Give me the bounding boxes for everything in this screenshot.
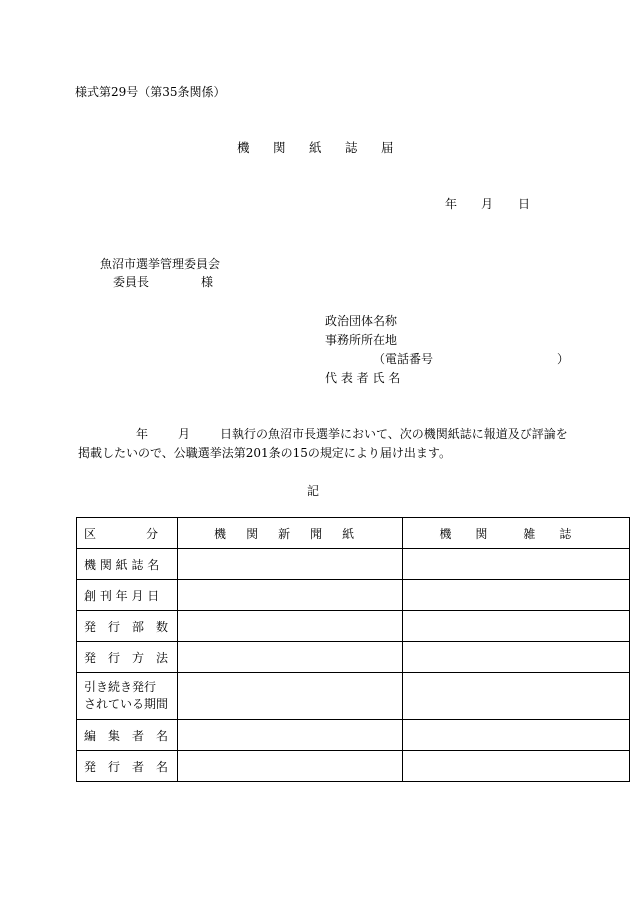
body-line2: 掲載したいので、公職選挙法第201条の15の規定により届け出ます。 xyxy=(78,446,451,460)
magazine-cell[interactable] xyxy=(403,720,630,751)
row-label: 引き続き発行 されている期間 xyxy=(77,673,178,720)
newspaper-cell[interactable] xyxy=(178,549,403,580)
addressee-chair xyxy=(113,274,213,290)
date-year: 年 xyxy=(445,197,458,211)
table-row xyxy=(77,549,630,580)
newspaper-cell[interactable] xyxy=(178,580,403,611)
representative-label: 代 表 者 氏 名 xyxy=(325,371,401,385)
table-row xyxy=(77,751,630,782)
org-name-label: 政治団体名称 xyxy=(325,314,398,328)
magazine-cell[interactable] xyxy=(403,580,630,611)
magazine-cell[interactable] xyxy=(403,751,630,782)
chair-title: 委員長 xyxy=(113,275,150,289)
tel-row xyxy=(325,350,569,369)
table-row xyxy=(77,673,630,720)
newspaper-cell[interactable] xyxy=(178,720,403,751)
newspaper-cell[interactable] xyxy=(178,751,403,782)
date-line xyxy=(445,196,530,212)
table-row xyxy=(77,611,630,642)
body-month: 月 xyxy=(178,427,191,441)
row-label: 機 関 紙 誌 名 xyxy=(77,549,178,580)
applicant-block xyxy=(325,312,569,388)
title-char: 紙 xyxy=(309,140,322,155)
form-number: 様式第29号（第35条関係） xyxy=(75,85,226,99)
header-category: 区 分 xyxy=(77,518,178,549)
body-line1: 日執行の魚沼市長選挙において、次の機関紙誌に報道及び評論を xyxy=(220,427,568,441)
newspaper-cell[interactable] xyxy=(178,642,403,673)
table-header-row xyxy=(77,518,630,549)
row-label: 発 行 者 名 xyxy=(77,751,178,782)
office-label: 事務所所在地 xyxy=(325,333,398,347)
magazine-cell[interactable] xyxy=(403,673,630,720)
title-char: 届 xyxy=(381,140,394,155)
newspaper-cell[interactable] xyxy=(178,673,403,720)
date-day: 日 xyxy=(518,197,531,211)
body-text xyxy=(78,425,568,463)
title-char: 関 xyxy=(273,140,286,155)
title-char: 機 xyxy=(237,140,250,155)
newspaper-cell[interactable] xyxy=(178,611,403,642)
document-title xyxy=(237,140,394,156)
title-char: 誌 xyxy=(345,140,358,155)
table-row xyxy=(77,720,630,751)
table-row xyxy=(77,580,630,611)
tel-close: ） xyxy=(557,352,570,366)
row-label: 創 刊 年 月 日 xyxy=(77,580,178,611)
header-newspaper: 機 関 新 聞 紙 xyxy=(178,518,403,549)
tel-open: （電話番号 xyxy=(373,352,434,366)
addressee-committee: 魚沼市選挙管理委員会 xyxy=(100,257,221,271)
magazine-cell[interactable] xyxy=(403,642,630,673)
date-month: 月 xyxy=(481,197,494,211)
row-label: 発 行 部 数 xyxy=(77,611,178,642)
body-year: 年 xyxy=(136,427,149,441)
header-magazine: 機 関 雑 誌 xyxy=(403,518,630,549)
row-label: 編 集 者 名 xyxy=(77,720,178,751)
magazine-cell[interactable] xyxy=(403,611,630,642)
periodical-table xyxy=(76,517,630,782)
table-row xyxy=(77,642,630,673)
honorific: 様 xyxy=(201,275,214,289)
ki-heading: 記 xyxy=(307,484,320,498)
row-label: 発 行 方 法 xyxy=(77,642,178,673)
magazine-cell[interactable] xyxy=(403,549,630,580)
